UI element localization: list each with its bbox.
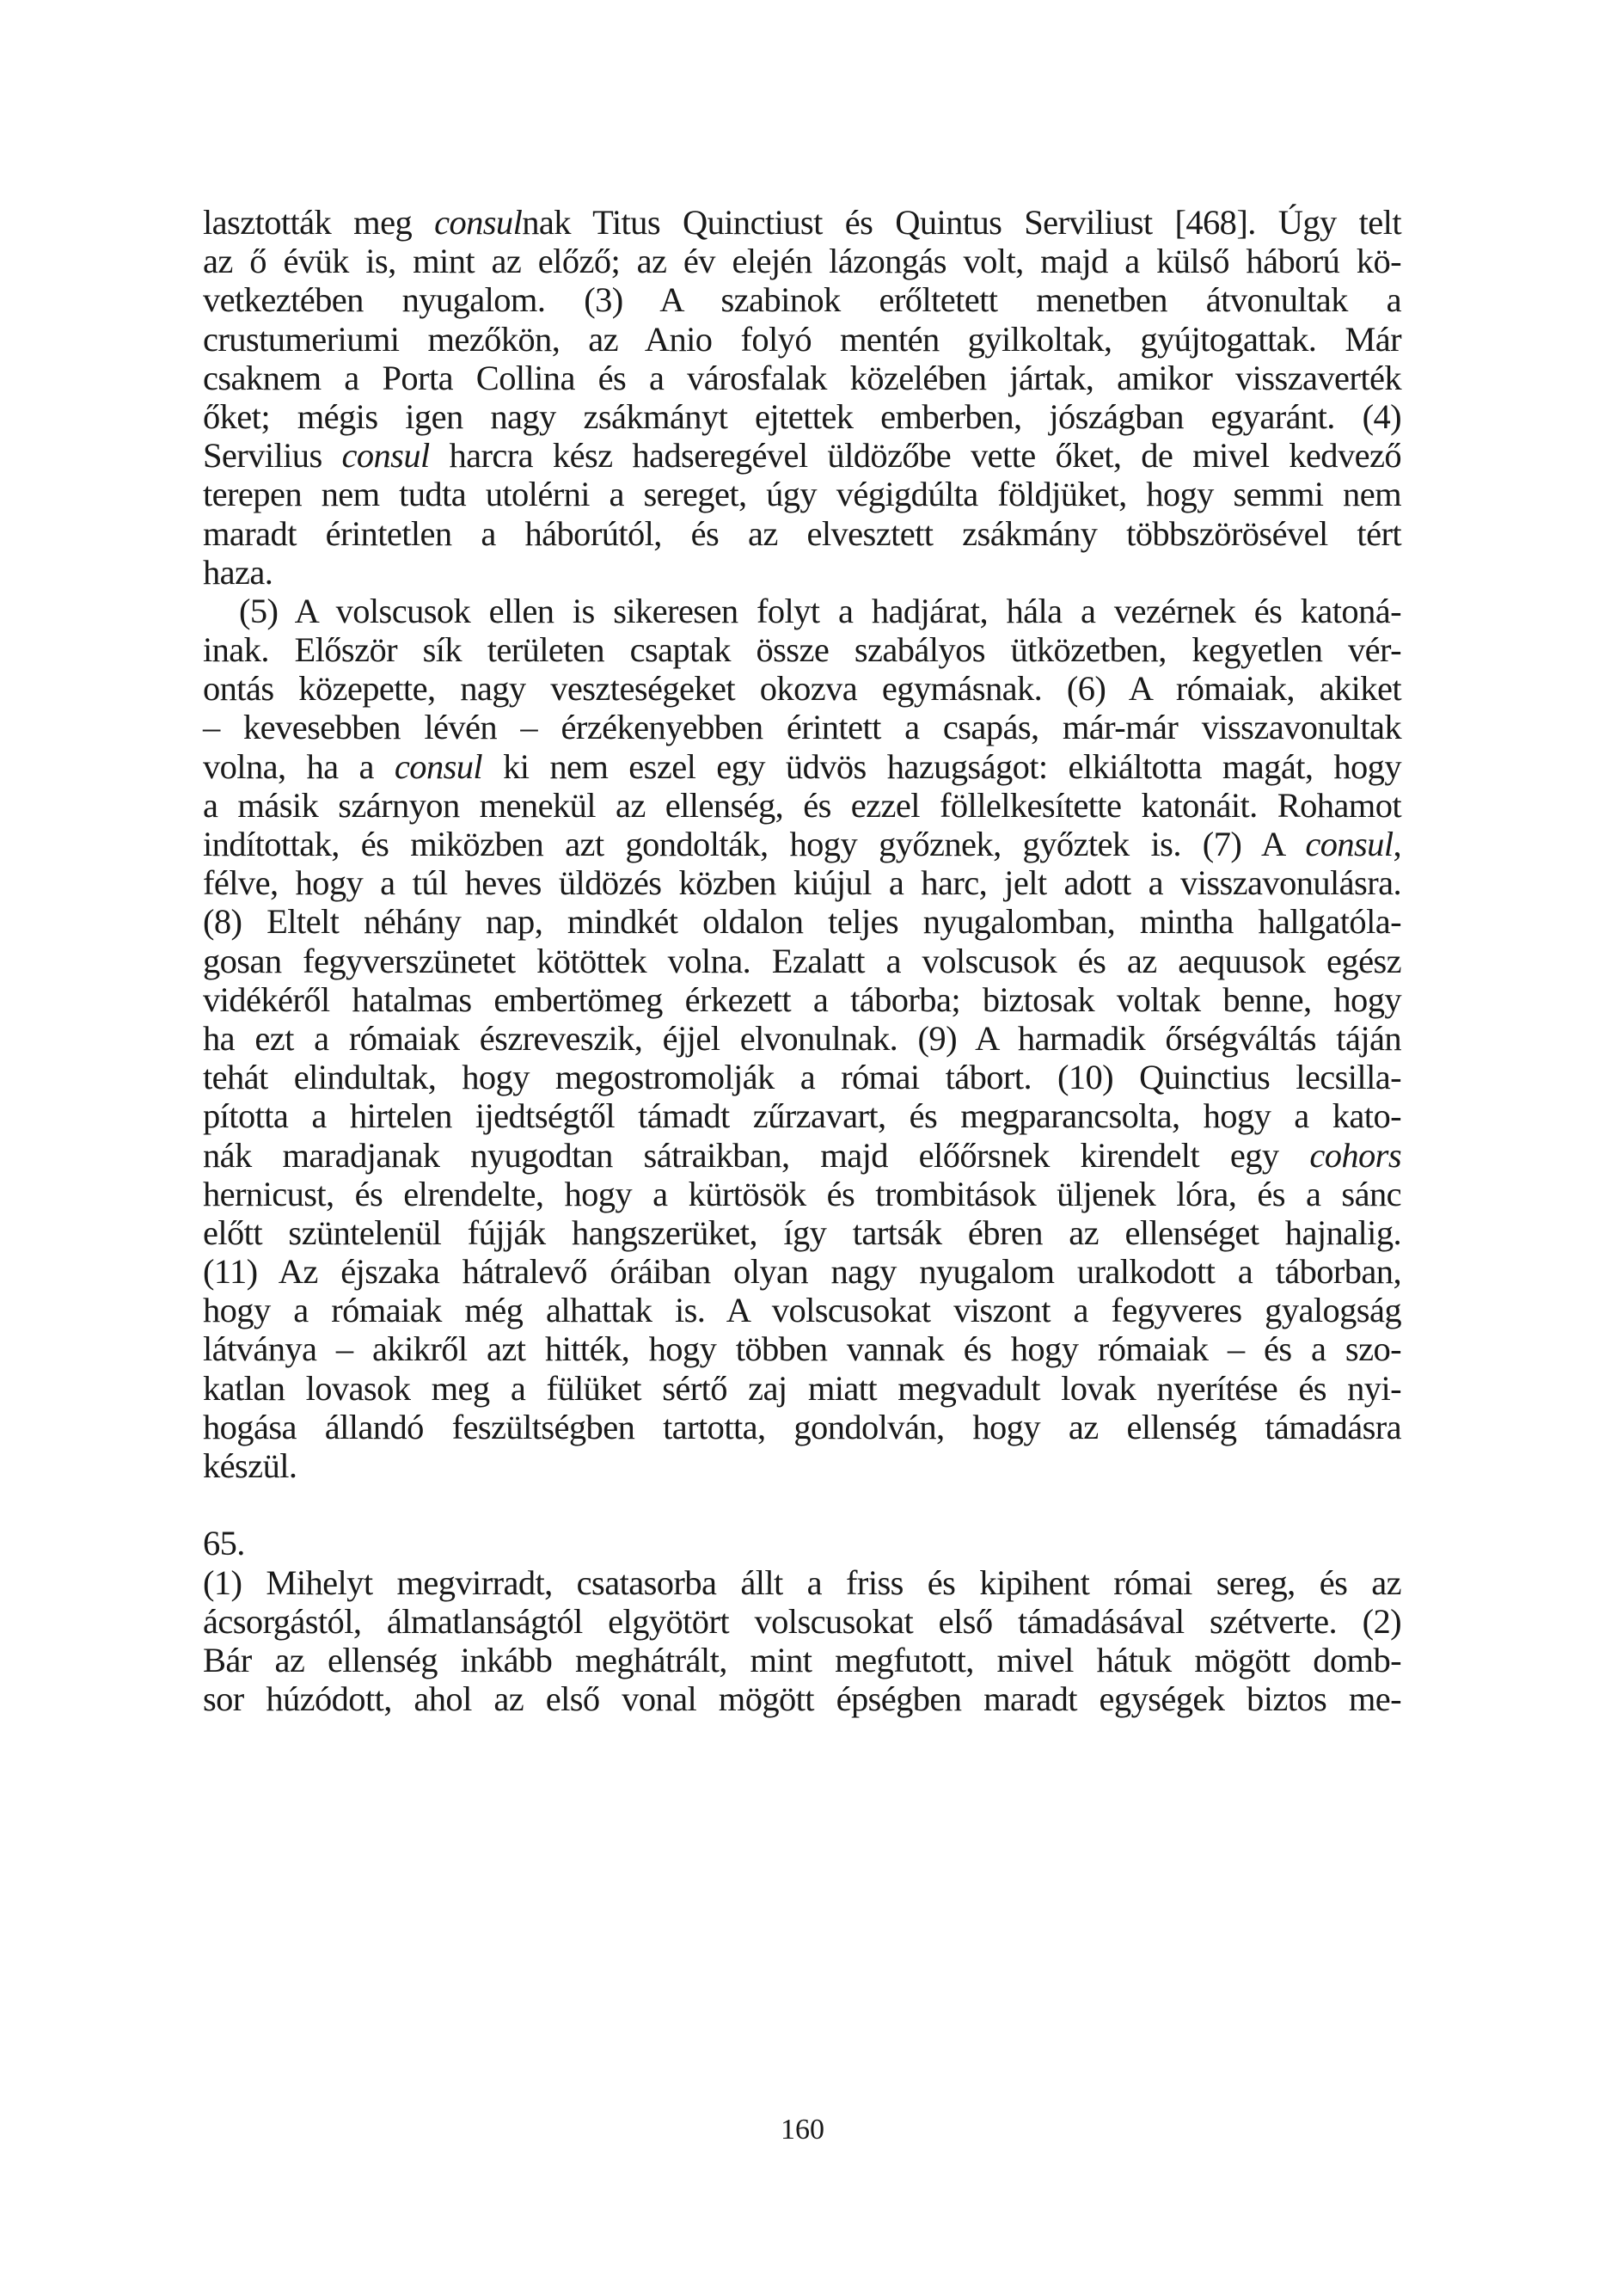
text-line: (11) Az éjszaka hátralevő óráiban olyan nagy nyugalom uralkodott a táborban, xyxy=(203,1252,1401,1292)
chapter-heading: 65. xyxy=(203,1524,245,1563)
text-line: nák maradjanak nyugodtan sátraikban, majd előőrsnek kirendelt egy cohors xyxy=(203,1135,1401,1175)
text-line: előtt szüntelenül fújják hangszerüket, így tartsák ébren az ellenséget hajnalig. xyxy=(203,1212,1401,1252)
text-line: őket; mégis igen nagy zsákmányt ejtettek emberben, jószágban egyaránt. (4) xyxy=(203,396,1401,436)
page-number: 160 xyxy=(781,2114,824,2146)
text-line: lasztották meg consulnak Titus Quinctiust és Quintus Serviliust [468]. Úgy telt xyxy=(203,203,1401,242)
paragraph-chapter-64-continued xyxy=(203,203,1401,592)
text-line: sor húzódott, ahol az első vonal mögött épségben maradt egységek biztos me- xyxy=(203,1679,1401,1719)
text-line: (1) Mihelyt megvirradt, csatasorba állt a friss és kipihent római sereg, és az xyxy=(203,1562,1401,1602)
text-line: volna, ha a consul ki nem eszel egy üdvös hazugságot: elkiáltotta magát, hogy xyxy=(203,746,1401,786)
text-line: – kevesebben lévén – érzékenyebben érintett a csapás, már-már visszavonultak xyxy=(203,708,1401,747)
book-page xyxy=(203,203,1401,1718)
italic-term: consul xyxy=(434,203,523,242)
text-line: látványa – akikről azt hitték, hogy többen vannak és hogy rómaiak – és a szo- xyxy=(203,1329,1401,1369)
italic-term: cohors xyxy=(1309,1135,1401,1175)
text-line: (8) Eltelt néhány nap, mindkét oldalon teljes nyugalomban, mintha hallgatóla- xyxy=(203,902,1401,942)
text-line: maradt érintetlen a háborútól, és az elvesztett zsákmány többszörösével tért xyxy=(203,513,1401,553)
text-line: (5) A volscusok ellen is sikeresen folyt a hadjárat, hála a vezérnek és katoná- xyxy=(239,591,1401,630)
italic-term: consul xyxy=(1305,825,1394,863)
text-line: hogy a rómaiak még alhattak is. A volscusokat viszont a fegyveres gyalogság xyxy=(203,1291,1401,1330)
text-line: Servilius consul harcra kész hadseregével üldözőbe vette őket, de mivel kedvező xyxy=(203,436,1401,476)
paragraph-chapter-65 xyxy=(203,1563,1401,1719)
text-line: terepen nem tudta utolérni a sereget, úgy végigdúlta földjüket, hogy semmi nem xyxy=(203,475,1401,514)
text-line: ácsorgástól, álmatlanságtól elgyötört volscusokat első támadásával szétverte. (2) xyxy=(203,1601,1401,1641)
text-line: gosan fegyverszünetet kötöttek volna. Ezalatt a volscusok és az aequusok egész xyxy=(203,941,1401,980)
text-line: haza. xyxy=(203,552,273,592)
section-gap xyxy=(203,1485,1401,1524)
text-line: ontás közepette, nagy veszteségeket okozva egymásnak. (6) A rómaiak, akiket xyxy=(203,669,1401,709)
text-line: katlan lovasok meg a fülüket sértő zaj miatt megvadult lovak nyerítése és nyi- xyxy=(203,1368,1401,1408)
text-line: Bár az ellenség inkább meghátrált, mint megfutott, mivel hátuk mögött domb- xyxy=(203,1640,1401,1679)
text-line: hernicust, és elrendelte, hogy a kürtösök és trombitások üljenek lóra, és a sánc xyxy=(203,1174,1401,1213)
text-line: készül. xyxy=(203,1446,297,1485)
paragraph-chapter-64-section-5 xyxy=(203,592,1401,1485)
text-line: csaknem a Porta Collina és a városfalak közelében jártak, amikor visszaverték xyxy=(203,358,1401,397)
text-line: hogása állandó feszültségben tartotta, gondolván, hogy az ellenség támadásra xyxy=(203,1407,1401,1446)
text-line: crustumeriumi mezőkön, az Anio folyó mentén gyilkoltak, gyújtogattak. Már xyxy=(203,319,1401,359)
text-line: tehát elindultak, hogy megostromolják a római tábort. (10) Quinctius lecsilla- xyxy=(203,1058,1401,1097)
italic-term: consul xyxy=(341,436,430,476)
text-line: vetkeztében nyugalom. (3) A szabinok erőltetett menetben átvonultak a xyxy=(203,280,1401,320)
text-line: ha ezt a rómaiak észreveszik, éjjel elvonulnak. (9) A harmadik őrségváltás táján xyxy=(203,1018,1401,1058)
italic-term: consul xyxy=(394,746,483,786)
text-line: félve, hogy a túl heves üldözés közben kiújul a harc, jelt adott a visszavonulásra. xyxy=(203,863,1401,903)
text-line: a másik szárnyon menekül az ellenség, és ezzel föllelkesítette katonáit. Rohamot xyxy=(203,785,1401,825)
text-line: pította a hirtelen ijedtségtől támadt zűrzavart, és megparancsolta, hogy a kato- xyxy=(203,1096,1401,1136)
text-line: inak. Először sík területen csaptak össze szabályos ütközetben, kegyetlen vér- xyxy=(203,630,1401,670)
text-line: az ő évük is, mint az előző; az év elején lázongás volt, majd a külső háború kö- xyxy=(203,242,1401,281)
text-line: indítottak, és miközben azt gondolták, hogy győznek, győztek is. (7) A consul, xyxy=(203,825,1401,863)
text-line: vidékéről hatalmas embertömeg érkezett a táborba; biztosak voltak benne, hogy xyxy=(203,979,1401,1019)
